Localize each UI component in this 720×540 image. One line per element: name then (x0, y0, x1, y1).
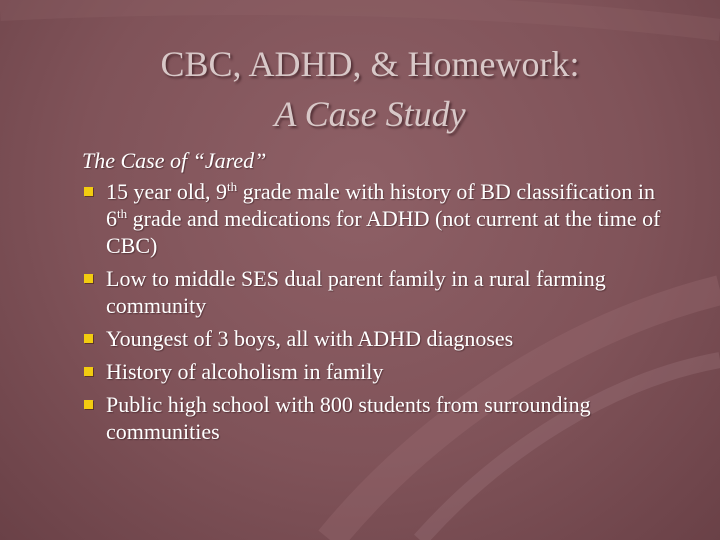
bullet-item-5 (82, 391, 672, 445)
ordinal-suffix: th (117, 206, 128, 221)
square-bullet-icon (84, 187, 93, 196)
bullet-item-1 (82, 178, 672, 259)
bullet-item-3 (82, 325, 672, 352)
case-heading: The Case of “Jared” (82, 148, 267, 173)
slide-subtitle: A Case Study (274, 94, 466, 134)
bullet-item-4 (82, 358, 672, 385)
square-bullet-icon (84, 367, 93, 376)
square-bullet-icon (84, 334, 93, 343)
square-bullet-icon (84, 400, 93, 409)
swoosh-curve-3 (0, 4, 720, 30)
slide-content (82, 147, 672, 451)
bullet-text: Youngest of 3 boys, all with ADHD diagnoses (106, 326, 514, 351)
bullet-item-2 (82, 265, 672, 319)
bullet-text-part: grade male with history of BD classification in 6 (106, 179, 655, 231)
ordinal-suffix: th (226, 179, 238, 194)
bullet-text-part: grade and medications for ADHD (not current at the time of CBC) (106, 206, 661, 258)
bullet-text: Low to middle SES dual parent family in a rural farming community (106, 266, 606, 318)
bullet-text: History of alcoholism in family (106, 359, 384, 384)
bullet-list (82, 178, 672, 445)
bullet-text: Public high school with 800 students from surrounding communities (106, 392, 591, 444)
slide-title: CBC, ADHD, & Homework: (160, 44, 580, 84)
square-bullet-icon (84, 274, 93, 283)
bullet-text-part: 15 year old, 9 (106, 179, 227, 204)
